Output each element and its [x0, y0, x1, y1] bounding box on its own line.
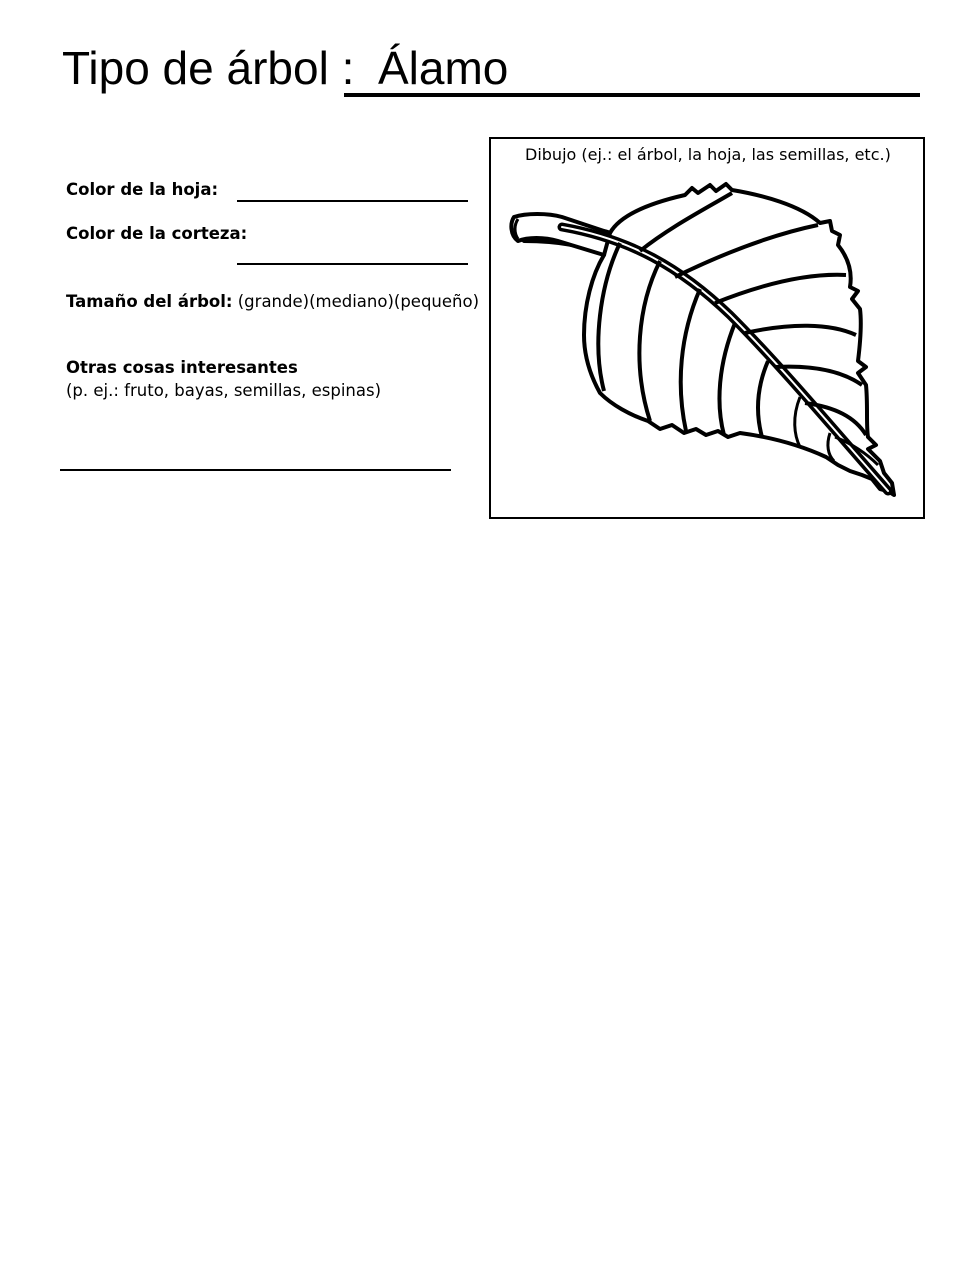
- leaf-icon: [500, 175, 910, 515]
- leaf-color-field[interactable]: [237, 200, 468, 202]
- bark-color-field[interactable]: [237, 263, 468, 265]
- other-things-field[interactable]: [60, 469, 451, 471]
- other-things-hint: (p. ej.: fruto, bayas, semillas, espinas): [66, 381, 382, 400]
- tree-size-label: Tamaño del árbol:: [66, 292, 233, 311]
- tree-size-row: [66, 291, 479, 313]
- tree-type-value[interactable]: Álamo: [378, 42, 509, 94]
- page-title-label: Tipo de árbol :: [62, 42, 355, 94]
- drawing-caption: Dibujo (ej.: el árbol, la hoja, las semillas, etc.): [525, 145, 891, 164]
- leaf-color-label: Color de la hoja:: [66, 180, 219, 199]
- other-things-label: Otras cosas interesantes: [66, 358, 298, 377]
- tree-size-options[interactable]: (grande)(mediano)(pequeño): [237, 292, 480, 311]
- tree-type-underline: [344, 93, 920, 97]
- bark-color-label: Color de la corteza:: [66, 224, 248, 243]
